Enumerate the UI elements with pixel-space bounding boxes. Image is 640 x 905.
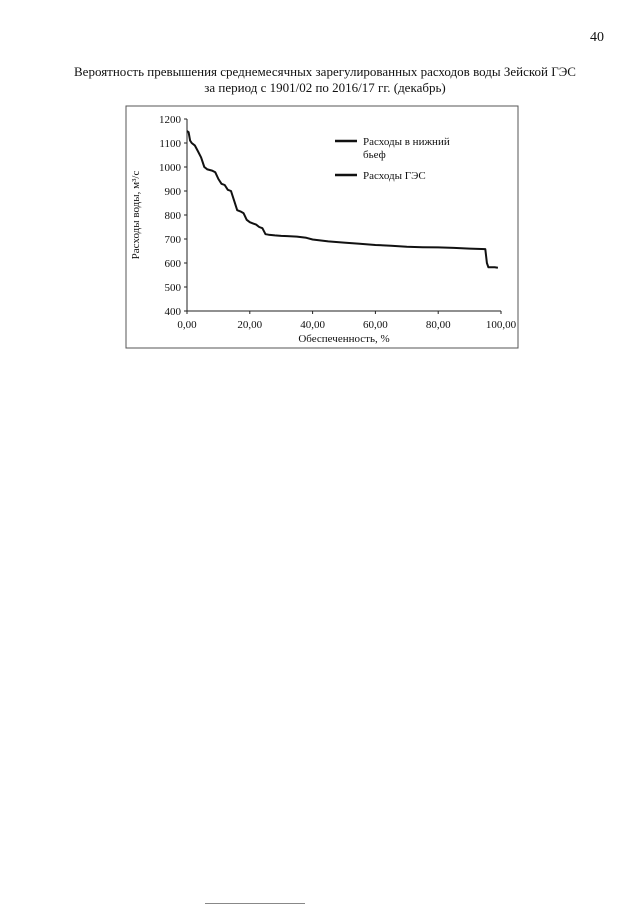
y-tick-label: 800	[164, 210, 181, 222]
page-number: 40	[590, 30, 604, 45]
x-tick-label: 20,00	[237, 319, 263, 331]
y-tick-label: 400	[164, 306, 181, 318]
y-tick-label: 1000	[159, 162, 181, 174]
x-tick-label: 0,00	[177, 319, 197, 331]
y-tick-label: 1100	[159, 138, 181, 150]
chart	[125, 105, 525, 353]
x-tick-label: 40,00	[300, 319, 325, 331]
y-tick-label: 500	[164, 282, 181, 294]
chart-title-line-1: Вероятность превышения среднемесячных зарегулированных расходов воды Зейской ГЭС	[74, 64, 576, 79]
y-axis-label: Расходы воды, м³/с	[130, 170, 142, 260]
x-tick-label: 100,00	[485, 319, 517, 331]
x-axis-label: Обеспеченность, %	[298, 333, 390, 345]
x-tick-label: 60,00	[363, 319, 388, 331]
y-tick-label: 600	[164, 258, 181, 270]
legend-label: Расходы ГЭС	[363, 170, 426, 182]
y-tick-label: 900	[164, 186, 181, 198]
chart-title	[40, 64, 610, 96]
series-line-0	[187, 131, 498, 268]
y-tick-label: 1200	[159, 114, 181, 126]
legend-label: Расходы в нижний	[363, 136, 450, 148]
chart-title-line-2: за период с 1901/02 по 2016/17 гг. (декабрь)	[204, 80, 446, 95]
legend-label: бьеф	[363, 149, 386, 161]
y-tick-label: 700	[164, 234, 181, 246]
chart-frame	[126, 106, 518, 348]
scan-artifact-line	[205, 903, 305, 904]
x-tick-label: 80,00	[425, 319, 451, 331]
